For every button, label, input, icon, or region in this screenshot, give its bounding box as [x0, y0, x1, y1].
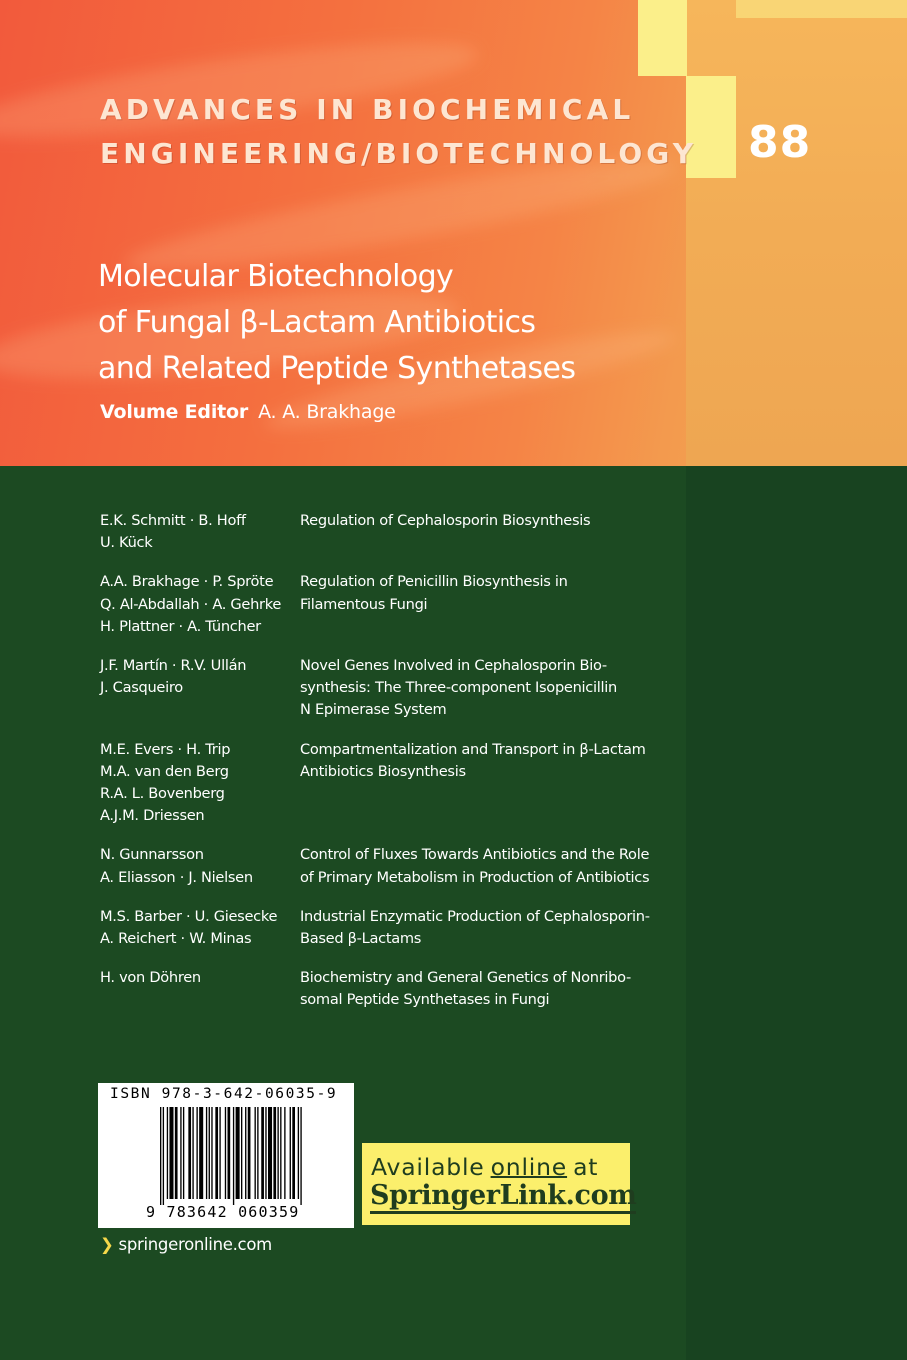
- barcode-bar: [233, 1107, 234, 1205]
- springer-website[interactable]: [100, 1235, 272, 1254]
- chapter-authors: [100, 739, 300, 828]
- title-line: Antibiotics Biosynthesis: [300, 762, 466, 780]
- barcode-bar: [300, 1107, 301, 1205]
- author-line: U. Kück: [100, 534, 153, 552]
- title-line: Filamentous Fungi: [300, 595, 428, 613]
- series-title: ADVANCES IN BIOCHEMICAL ENGINEERING/BIOTECHNOLOGY: [100, 93, 698, 170]
- decorative-yellow-block: [736, 0, 907, 18]
- chevron-right-icon: ❯: [100, 1235, 114, 1254]
- author-line: R.A. L. Bovenberg: [100, 785, 225, 803]
- title-line: Regulation of Cephalosporin Biosynthesis: [300, 512, 591, 529]
- barcode-bar: [167, 1107, 168, 1199]
- chapter-authors: [100, 844, 300, 888]
- barcode-bar: [175, 1107, 178, 1199]
- chapter-entry: [100, 906, 660, 950]
- title-line: Novel Genes Involved in Cephalosporin Bio-: [300, 657, 607, 675]
- barcode-bar: [292, 1107, 295, 1199]
- barcode-bar: [280, 1107, 281, 1199]
- barcode-bar: [257, 1107, 258, 1199]
- volume-number: 88: [748, 117, 812, 168]
- table-of-contents: [100, 510, 660, 1029]
- website-text: springeronline.com: [118, 1235, 272, 1254]
- author-line: M.S. Barber · U. Giesecke: [100, 907, 278, 925]
- chapter-title: [300, 844, 660, 888]
- chapter-entry: [100, 844, 660, 888]
- barcode-bar: [255, 1107, 256, 1199]
- title-line: Based β-Lactams: [300, 930, 422, 948]
- editor-name: A. A. Brakhage: [258, 401, 396, 423]
- barcode-bar: [183, 1107, 184, 1199]
- decorative-yellow-block: [638, 0, 687, 76]
- chapter-title: [300, 739, 660, 828]
- author-line: H. von Döhren: [100, 969, 201, 987]
- chapter-entry: [100, 967, 660, 1011]
- title-line: Industrial Enzymatic Production of Cephalosporin-: [300, 907, 650, 925]
- title-line: synthesis: The Three-component Isopenicillin: [300, 679, 617, 697]
- barcode-bar: [180, 1107, 181, 1199]
- chapter-title: [300, 655, 660, 722]
- chapter-entry: [100, 571, 660, 638]
- title-line: Compartmentalization and Transport in β-Lactam: [300, 740, 646, 758]
- author-line: A. Reichert · W. Minas: [100, 930, 252, 948]
- author-line: M.E. Evers · H. Trip: [100, 740, 231, 758]
- author-line: Q. Al-Abdallah · A. Gehrke: [100, 595, 282, 613]
- title-line: N Epimerase System: [300, 701, 447, 719]
- springerlink-badge[interactable]: [362, 1143, 637, 1225]
- author-line: J. Casqueiro: [100, 679, 183, 697]
- barcode-bar: [196, 1107, 197, 1199]
- chapter-title: [300, 906, 660, 950]
- barcode-bar: [199, 1107, 203, 1199]
- barcode-bar: [225, 1107, 226, 1199]
- chapter-entry: [100, 655, 660, 722]
- barcode-bar: [290, 1107, 291, 1199]
- barcode-bar: [273, 1107, 276, 1199]
- barcode-bar: [284, 1107, 285, 1199]
- chapter-authors: [100, 967, 300, 1011]
- title-line: Control of Fluxes Towards Antibiotics and the Role: [300, 846, 650, 864]
- isbn-barcode: [98, 1083, 354, 1228]
- author-line: J.F. Martín · R.V. Ullán: [100, 657, 247, 675]
- chapter-authors: [100, 510, 300, 554]
- author-line: A. Eliasson · J. Nielsen: [100, 868, 253, 886]
- barcode-bar: [241, 1107, 242, 1199]
- barcode-bar: [160, 1107, 161, 1205]
- barcode-bar: [169, 1107, 173, 1199]
- title-line: Biochemistry and General Genetics of Nonribo-: [300, 969, 632, 987]
- chapter-entry: [100, 739, 660, 828]
- barcode-bar: [298, 1107, 299, 1199]
- book-title: Molecular Biotechnology of Fungal β-Lactam Antibiotics and Related Peptide Synthetases: [98, 259, 576, 386]
- chapter-title: [300, 571, 660, 638]
- author-line: M.A. van den Berg: [100, 762, 229, 780]
- barcode-digits: 9 783642 060359: [146, 1203, 300, 1221]
- chapter-authors: [100, 655, 300, 722]
- chapter-authors: [100, 571, 300, 638]
- barcode-bar: [277, 1107, 278, 1199]
- isbn-label: ISBN 978-3-642-06035-9: [110, 1086, 338, 1102]
- volume-editor: [100, 401, 396, 423]
- editor-label: Volume Editor: [100, 401, 249, 423]
- barcode-bars: [160, 1107, 302, 1205]
- author-line: A.J.M. Driessen: [100, 807, 205, 825]
- barcode-bar: [261, 1107, 264, 1199]
- chapter-authors: [100, 906, 300, 950]
- author-line: E.K. Schmitt · B. Hoff: [100, 512, 246, 529]
- barcode-bar: [245, 1107, 246, 1199]
- author-line: N. Gunnarsson: [100, 846, 204, 864]
- barcode-bar: [211, 1107, 212, 1199]
- chapter-title: [300, 510, 660, 554]
- cover-top-right-panel: [686, 0, 907, 466]
- barcode-bar: [228, 1107, 231, 1199]
- chapter-entry: [100, 510, 660, 554]
- springerlink-logo-text: SpringerLink.com: [370, 1180, 636, 1211]
- title-line: Regulation of Penicillin Biosynthesis in: [300, 573, 568, 591]
- barcode-bar: [188, 1107, 191, 1199]
- barcode-bar: [192, 1107, 193, 1199]
- author-line: H. Plattner · A. Tüncher: [100, 617, 261, 635]
- author-line: A.A. Brakhage · P. Spröte: [100, 573, 274, 591]
- barcode-bar: [215, 1107, 218, 1199]
- cover-right-strip: [686, 466, 907, 1360]
- title-line: of Primary Metabolism in Production of Antibiotics: [300, 868, 650, 886]
- barcode-bar: [268, 1107, 272, 1199]
- chapter-title: [300, 967, 660, 1011]
- barcode-bar: [163, 1107, 164, 1205]
- barcode-bar: [206, 1107, 207, 1199]
- title-line: somal Peptide Synthetases in Fungi: [300, 991, 550, 1009]
- barcode-bar: [209, 1107, 210, 1199]
- barcode-bar: [236, 1107, 240, 1199]
- barcode-bar: [248, 1107, 251, 1199]
- barcode-bar: [219, 1107, 220, 1199]
- barcode-bar: [265, 1107, 266, 1199]
- available-online-text: Available online at: [371, 1153, 599, 1181]
